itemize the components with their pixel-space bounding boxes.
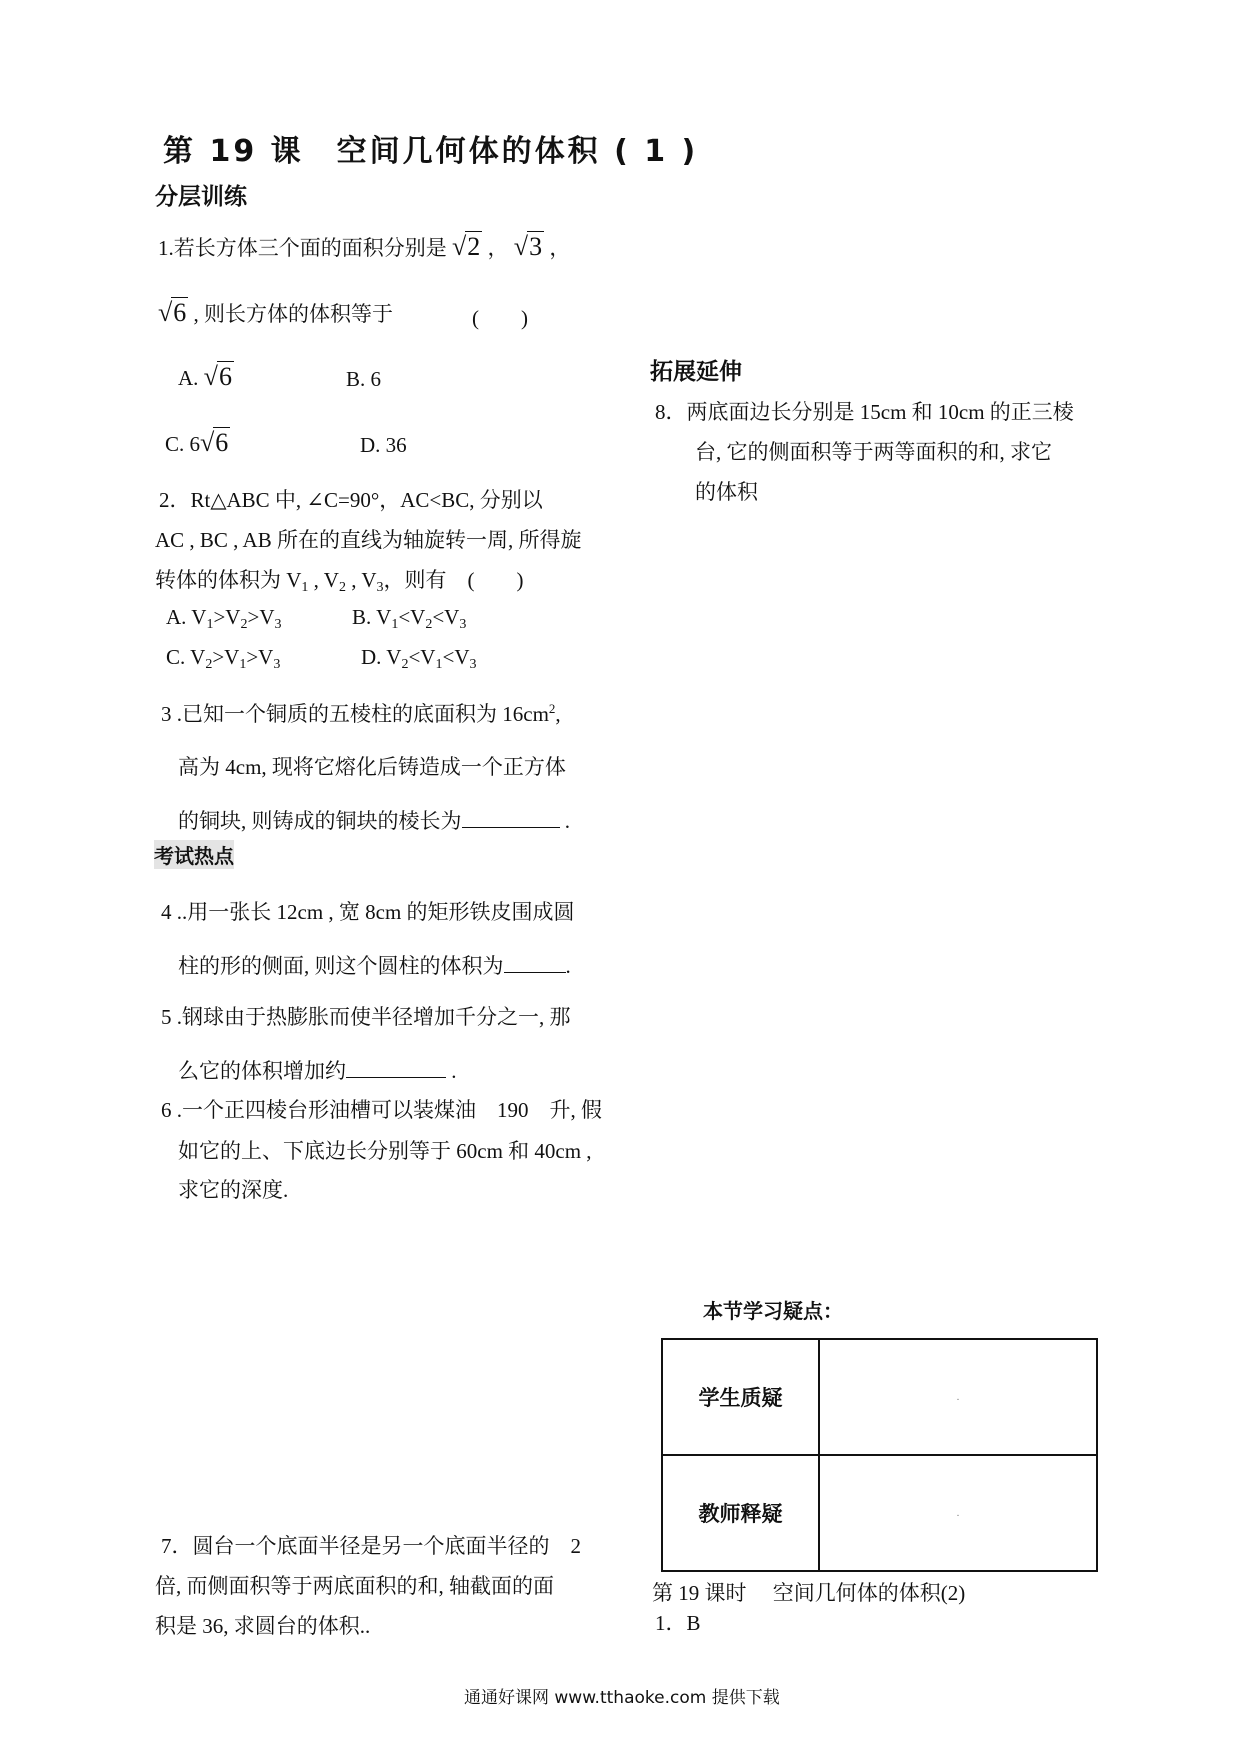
q8-line1: 8．两底面边长分别是 15cm 和 10cm 的正三棱	[655, 400, 1074, 424]
answer-blank	[462, 827, 560, 828]
q1-option-a: A. √6	[178, 362, 232, 391]
page-title: 第 19 课 空间几何体的体积 ( 1 )	[163, 134, 699, 169]
q1-text2: , 则长方体的体积等于	[193, 302, 394, 326]
section-heading-layered: 分层训练	[155, 184, 247, 210]
sqrt2: √2	[452, 232, 481, 261]
section-heading-doubts: 本节学习疑点：	[703, 1299, 843, 1323]
answer-blank	[346, 1077, 446, 1078]
answer-blank	[504, 972, 566, 973]
q2-line2: AC , BC , AB 所在的直线为轴旋转一周, 所得旋	[155, 528, 582, 552]
answer-header: 第 19 课时 空间几何体的体积(2)	[652, 1581, 966, 1605]
q8-line2: 台, 它的侧面积等于两等面积的和, 求它	[695, 440, 1052, 464]
q1-line2	[158, 298, 393, 328]
q6-line2: 如它的上、下底边长分别等于 60cm 和 40cm ,	[178, 1139, 592, 1163]
q1-option-c: C. 6√6	[165, 428, 229, 457]
q4-line1: 4 ..用一张长 12cm , 宽 8cm 的矩形铁皮围成圆	[161, 900, 575, 924]
answer-item-1: 1．B	[655, 1611, 701, 1635]
q8-line3: 的体积	[695, 480, 758, 504]
section-heading-exam: 考试热点	[154, 840, 234, 869]
q5-line1: 5 .钢球由于热膨胀而使半径增加千分之一, 那	[161, 1005, 571, 1029]
q1-option-b: B. 6	[346, 367, 382, 391]
q1-answer-paren: ( )	[472, 306, 528, 330]
teacher-answer-label: 教师释疑	[662, 1455, 819, 1571]
student-doubt-label: 学生质疑	[662, 1339, 819, 1455]
student-doubt-cell: .	[819, 1339, 1097, 1455]
q6-line1: 6 .一个正四棱台形油槽可以装煤油 190 升, 假	[161, 1098, 602, 1122]
sqrt6: √6	[203, 362, 232, 391]
q2-line3: 转体的体积为 $V_1$ , $V_2$ , $V_3$，则有 ( )	[155, 568, 524, 595]
q2-line1: 2．Rt△ABC 中, ∠C=90°，AC<BC, 分别以	[159, 488, 543, 512]
q3-line1: 3 .已知一个铜质的五棱柱的底面积为 $16cm^2$,	[161, 701, 561, 726]
section-heading-extension: 拓展延伸	[650, 359, 742, 385]
q6-line3: 求它的深度.	[178, 1178, 289, 1202]
page-footer: 通通好课网 www.tthaoke.com 提供下载	[464, 1688, 780, 1708]
table-row	[662, 1339, 1097, 1455]
q1-text: 1.若长方体三个面的面积分别是	[158, 236, 447, 260]
q2-option-d: D. $V_2<V_1<V_3$	[361, 645, 477, 672]
q1-line1: 1.若长方体三个面的面积分别是 √2 ， √3 ，	[158, 232, 571, 261]
q4-line2: 柱的形的侧面, 则这个圆柱的体积为 .	[178, 954, 571, 978]
doubts-table	[661, 1338, 1098, 1572]
q2-option-b: B. $V_1<V_2<V_3$	[352, 605, 467, 632]
q2-option-c: C. $V_2>V_1>V_3$	[166, 645, 281, 672]
q7-line2: 倍, 而侧面积等于两底面积的和, 轴截面的面	[155, 1574, 554, 1598]
sqrt3: √3	[513, 232, 543, 261]
sqrt6: √6	[158, 298, 187, 327]
table-row	[662, 1455, 1097, 1571]
teacher-answer-cell: .	[819, 1455, 1097, 1571]
q2-option-a: A. $V_1>V_2>V_3$	[166, 605, 282, 632]
q7-line3: 积是 36, 求圆台的体积..	[155, 1614, 371, 1638]
sqrt6: √6	[200, 428, 229, 457]
q1-option-d: D. 36	[360, 433, 407, 457]
q7-line1: 7．圆台一个底面半径是另一个底面半径的 2	[161, 1534, 581, 1558]
q5-line2: 么它的体积增加约 .	[178, 1059, 457, 1083]
q3-line2: 高为 4cm, 现将它熔化后铸造成一个正方体	[178, 755, 566, 779]
q3-line3: 的铜块, 则铸成的铜块的棱长为 .	[178, 809, 570, 833]
